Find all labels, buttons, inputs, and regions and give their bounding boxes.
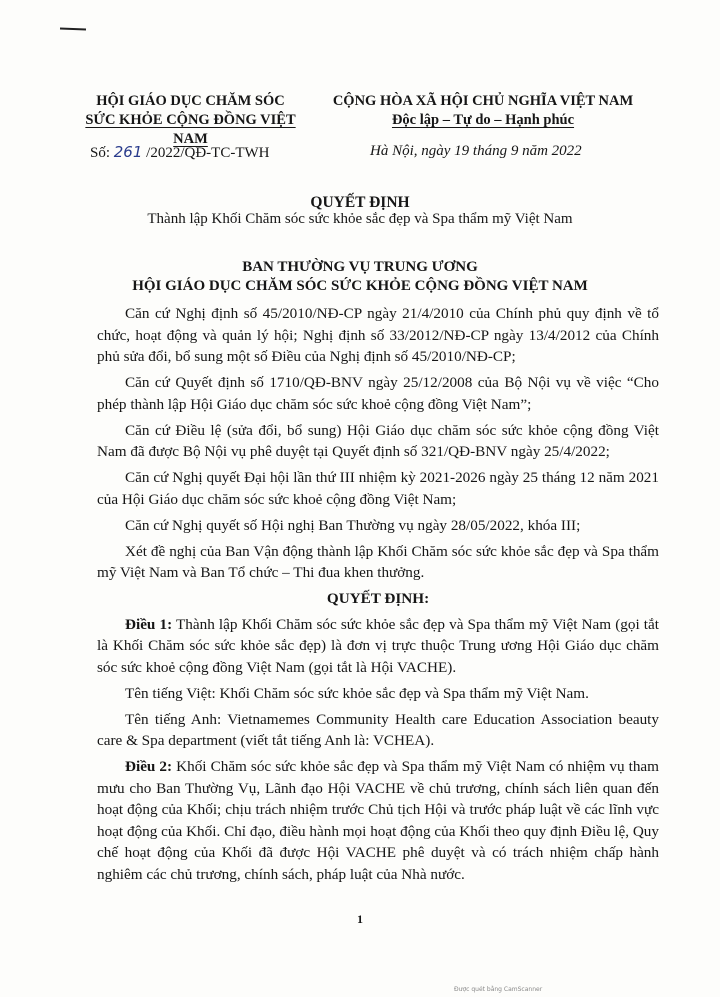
issuing-board xyxy=(0,258,720,296)
article-1-text: Thành lập Khối Chăm sóc sức khỏe sắc đẹp và Spa thẩm mỹ Việt Nam (gọi tắt là Khối Chăm sóc sức khỏe sắc đẹp) là đơn vị trực thuộc Trung ương Hội Giáo dục chăm sóc sức khoẻ cộng đồng Việt Nam (gọi tắt là Hội VACHE). xyxy=(97,615,659,676)
document-title: QUYẾT ĐỊNH xyxy=(310,194,410,211)
name-english: Tên tiếng Anh: Vietnamemes Community Health care Education Association beauty care & Spa department (viết tắt tiếng Anh là: VCHEA). xyxy=(97,710,659,749)
recital: Xét đề nghị của Ban Vận động thành lập Khối Chăm sóc sức khỏe sắc đẹp và Spa thẩm mỹ Việt Nam và Ban Tổ chức – Thi đua khen thưởng. xyxy=(97,542,659,581)
docno-handwritten: 261 xyxy=(113,143,143,161)
document-number xyxy=(90,143,269,162)
document-subtitle: Thành lập Khối Chăm sóc sức khỏe sắc đẹp và Spa thẩm mỹ Việt Nam xyxy=(147,211,573,227)
board-line-1: BAN THƯỜNG VỤ TRUNG ƯƠNG xyxy=(242,259,478,275)
org-line-1: HỘI GIÁO DỤC CHĂM SÓC xyxy=(96,93,285,109)
article-1-label: Điều 1: xyxy=(125,615,173,633)
document-body xyxy=(97,303,659,890)
recital: Căn cứ Điều lệ (sửa đổi, bổ sung) Hội Giáo dục chăm sóc sức khỏe cộng đồng Việt Nam đã được Bộ Nội vụ phê duyệt tại Quyết định số 321/QĐ-BNV ngày 25/4/2022; xyxy=(97,421,659,460)
docno-prefix: Số: xyxy=(90,145,111,161)
national-header xyxy=(318,92,648,130)
national-motto: Độc lập – Tự do – Hạnh phúc xyxy=(391,112,575,128)
national-name: CỘNG HÒA XÃ HỘI CHỦ NGHĨA VIỆT NAM xyxy=(332,93,634,109)
scan-mark xyxy=(60,28,86,31)
article-2 xyxy=(97,756,659,885)
issuing-organization xyxy=(78,92,303,149)
decision-heading: QUYẾT ĐỊNH: xyxy=(326,590,430,607)
docno-suffix: /2022/QĐ-TC-TWH xyxy=(146,145,270,161)
name-vietnamese: Tên tiếng Việt: Khối Chăm sóc sức khỏe sắc đẹp và Spa thẩm mỹ Việt Nam. xyxy=(125,684,589,702)
org-line-2: SỨC KHỎE CỘNG ĐỒNG VIỆT NAM xyxy=(85,112,296,147)
article-2-text: Khối Chăm sóc sức khỏe sắc đẹp và Spa thẩm mỹ Việt Nam có nhiệm vụ tham mưu cho Ban Thường Vụ, Lãnh đạo Hội VACHE về chủ trương, chính sách liên quan đến hoạt động của Khối; chịu trách nhiệm trước Chủ tịch Hội và trước pháp luật về các lĩnh vực hoạt động của Khối. Chỉ đạo, điều hành mọi hoạt động của Khối theo quy định Điều lệ, Quy chế hoạt động của Khối đã được Hội VACHE phê duyệt và có trách nhiệm chấp hành nghiêm các chủ trương, chính sách, pháp luật của Nhà nước. xyxy=(97,758,659,883)
article-1 xyxy=(97,614,659,679)
article-2-label: Điều 2: xyxy=(125,758,173,775)
recital: Căn cứ Nghị quyết số Hội nghị Ban Thường vụ ngày 28/05/2022, khóa III; xyxy=(125,516,581,534)
recital: Căn cứ Quyết định số 1710/QĐ-BNV ngày 25/12/2008 của Bộ Nội vụ về việc “Cho phép thành lập Hội Giáo dục chăm sóc sức khoẻ cộng đồng Việt Nam”; xyxy=(97,374,659,413)
place-and-date: Hà Nội, ngày 19 tháng 9 năm 2022 xyxy=(370,143,582,159)
board-line-2: HỘI GIÁO DỤC CHĂM SÓC SỨC KHỎE CỘNG ĐỒNG VIỆT NAM xyxy=(132,278,588,294)
recital: Căn cứ Nghị quyết Đại hội lần thứ III nhiệm kỳ 2021-2026 ngày 25 tháng 12 năm 2021 của Hội Giáo dục chăm sóc sức khoẻ cộng đồng Việt Nam; xyxy=(97,469,659,508)
page-number: 1 xyxy=(357,912,363,926)
scanner-watermark: Được quét bằng CamScanner xyxy=(454,986,543,993)
recital: Căn cứ Nghị định số 45/2010/NĐ-CP ngày 21/4/2010 của Chính phủ quy định về tổ chức, hoạt động và quản lý hội; Nghị định số 33/2012/NĐ-CP ngày 13/4/2012 của Chính phủ sửa đổi, bổ sung một số Điều của Nghị định số 45/2010/NĐ-CP; xyxy=(97,305,659,365)
